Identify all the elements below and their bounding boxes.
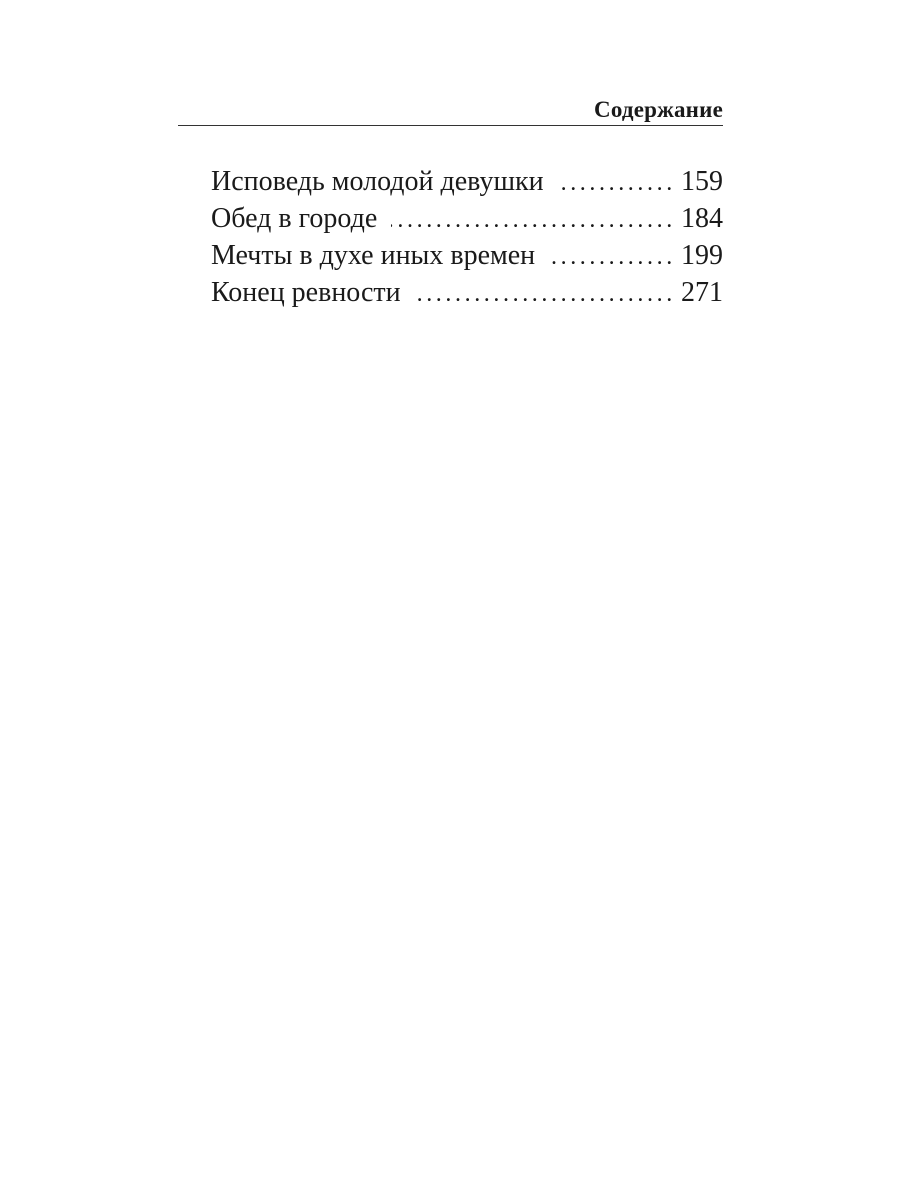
toc-entry-title: Исповедь молодой девушки <box>211 166 544 197</box>
header-rule <box>178 125 723 126</box>
toc-dot-leader <box>558 165 671 202</box>
toc-dot-leader <box>549 239 671 276</box>
toc-entry <box>211 237 723 274</box>
toc-entry-page-number: 159 <box>681 166 723 197</box>
toc-entry <box>211 200 723 237</box>
toc-entry-page-number: 199 <box>681 240 723 271</box>
toc-entry-title: Мечты в духе иных времен <box>211 240 536 271</box>
toc-entry-title: Обед в городе <box>211 203 378 234</box>
toc-entry <box>211 163 723 200</box>
toc-dot-leader <box>415 276 671 313</box>
running-head-title: Содержание <box>594 97 723 122</box>
toc-dot-leader <box>391 202 671 239</box>
toc-entry-page-number: 271 <box>681 277 723 308</box>
toc-entry-title: Конец ревности <box>211 277 401 308</box>
toc-entry-page-number: 184 <box>681 203 723 234</box>
table-of-contents <box>211 163 723 311</box>
toc-entry <box>211 274 723 311</box>
